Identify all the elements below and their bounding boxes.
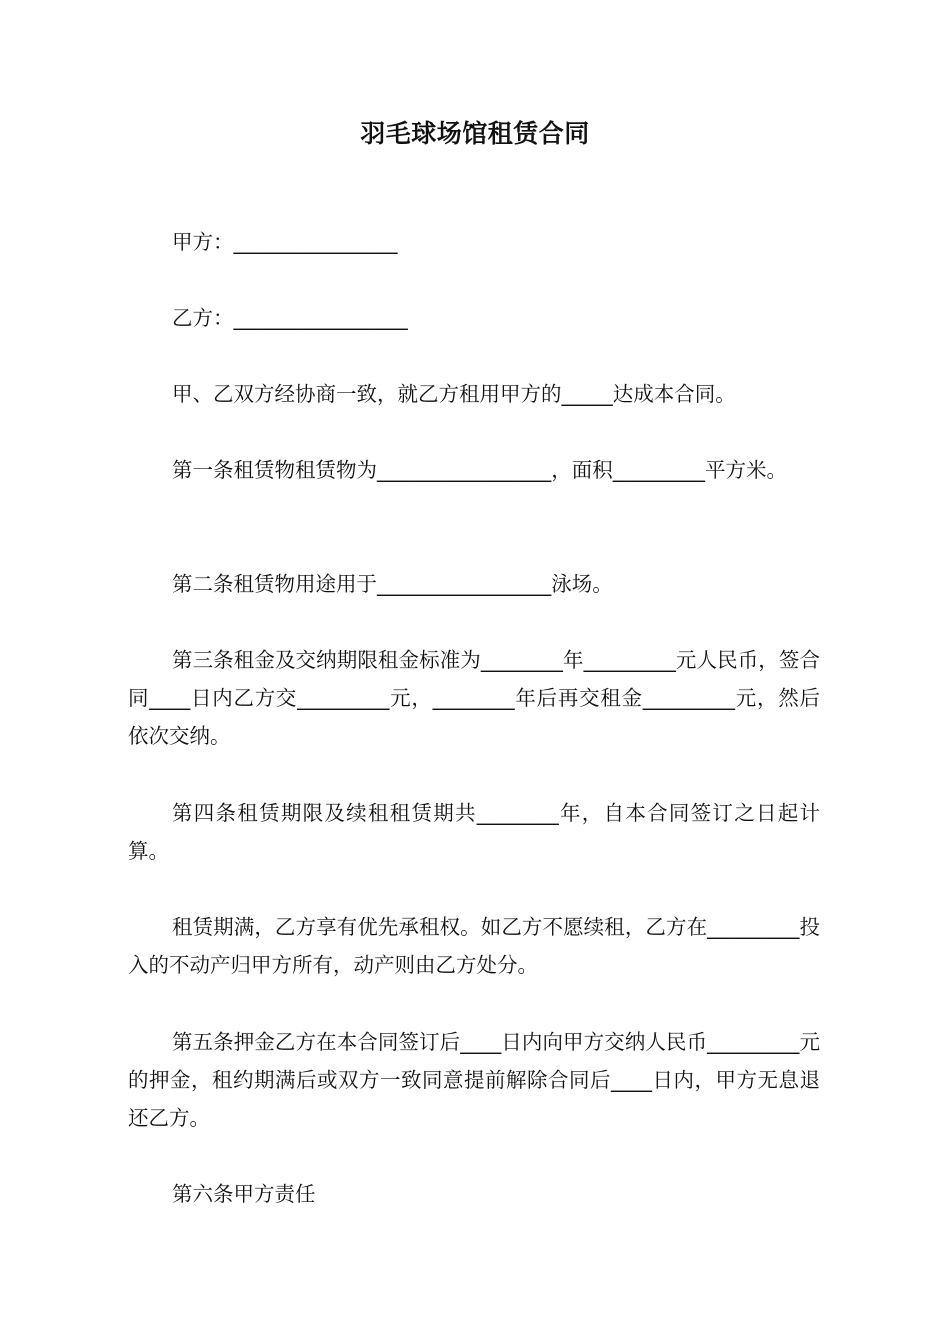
article-2-usage: 第二条租赁物用途用于_________________泳场。 xyxy=(172,572,613,596)
article-6-party-a-duties: 第六条甲方责任 xyxy=(172,1182,316,1206)
renewal-priority-clause: 租赁期满，乙方享有优先承租权。如乙方不愿续租，乙方在_________投入的不动产归甲方所有，动产则由乙方处分。 xyxy=(128,915,820,977)
article-5-deposit: 第五条押金乙方在本合同签订后____日内向甲方交纳人民币_________元的押金，租约期满后或双方一致同意提前解除合同后____日内，甲方无息退还乙方。 xyxy=(128,1030,820,1130)
article-3-rent-payment: 第三条租金及交纳期限租金标准为________年_________元人民币，签合同____日内乙方交_________元，________年后再交租金_________元，然后依次交纳。 xyxy=(128,648,820,748)
agreement-intro: 甲、乙双方经协商一致，就乙方租用甲方的_____达成本合同。 xyxy=(172,382,736,406)
party-a-line: 甲方：________________ xyxy=(172,230,398,254)
document-title: 羽毛球场馆租赁合同 xyxy=(360,118,590,148)
article-1-leased-object: 第一条租赁物租赁物为_________________，面积_________平方米。 xyxy=(172,458,787,482)
article-4-lease-term: 第四条租赁期限及续租租赁期共________年，自本合同签订之日起计算。 xyxy=(128,801,820,863)
party-b-line: 乙方：_________________ xyxy=(172,306,408,330)
